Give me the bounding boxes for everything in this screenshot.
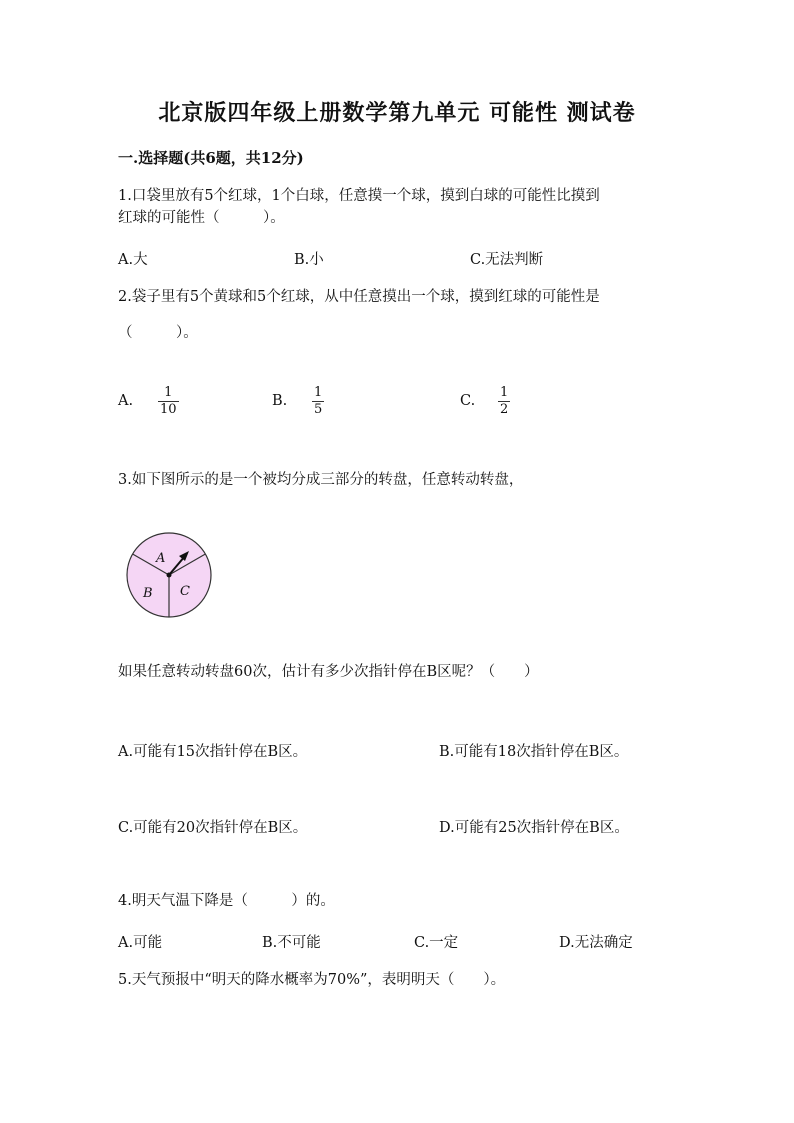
question-1-option-c: C.无法判断 — [470, 252, 544, 268]
fraction-denominator: 2 — [500, 402, 509, 417]
question-4-option-d: D.无法确定 — [559, 935, 633, 951]
question-3-option-c: C.可能有20次指针停在B区。 — [118, 820, 308, 836]
question-3-line-1: 3.如下图所示的是一个被均分成三部分的转盘，任意转动转盘， — [118, 472, 524, 488]
spinner-label-a: A — [156, 551, 166, 566]
spinner-center — [167, 573, 172, 578]
question-2-option-a-label: A. — [118, 393, 134, 409]
fraction-denominator: 5 — [314, 402, 323, 417]
question-2-line-1: 2.袋子里有5个黄球和5个红球，从中任意摸出一个球，摸到红球的可能性是 — [118, 289, 600, 305]
question-3-option-a: A.可能有15次指针停在B区。 — [118, 744, 308, 760]
question-3-option-b: B.可能有18次指针停在B区。 — [439, 744, 629, 760]
question-3-line-2: 如果任意转动转盘60次，估计有多少次指针停在B区呢？（ ） — [118, 664, 539, 680]
question-3-option-d: D.可能有25次指针停在B区。 — [439, 820, 629, 836]
fraction-denominator: 10 — [160, 402, 177, 417]
section-heading: 一.选择题(共6题，共12分) — [118, 149, 304, 167]
question-4-option-a: A.可能 — [118, 935, 163, 951]
question-2-option-a-fraction — [158, 386, 179, 417]
spinner-label-b: B — [143, 586, 153, 601]
fraction-numerator: 1 — [164, 385, 173, 400]
fraction-numerator: 1 — [314, 385, 323, 400]
question-4-line-1: 4.明天气温下降是（ ）的。 — [118, 893, 335, 909]
question-1-option-a: A.大 — [118, 252, 148, 268]
question-1-line-1: 1.口袋里放有5个红球，1个白球，任意摸一个球，摸到白球的可能性比摸到 — [118, 188, 600, 204]
question-5-line-1: 5.天气预报中“明天的降水概率为70%”，表明明天（ ）。 — [118, 972, 506, 988]
question-2-option-c-fraction — [498, 386, 510, 417]
question-2-line-2: （ ）。 — [118, 325, 198, 341]
question-4-option-b: B.不可能 — [262, 935, 321, 951]
question-4-option-c: C.一定 — [414, 935, 459, 951]
question-2-option-c-label: C. — [460, 393, 476, 409]
spinner-label-c: C — [180, 584, 190, 599]
question-1-option-b: B.小 — [294, 252, 324, 268]
fraction-numerator: 1 — [500, 385, 509, 400]
spinner-diagram — [122, 530, 216, 622]
question-2-option-b-fraction — [312, 386, 324, 417]
page-title: 北京版四年级上册数学第九单元 可能性 测试卷 — [158, 100, 636, 126]
question-1-line-2: 红球的可能性（ ）。 — [118, 210, 285, 226]
question-2-option-b-label: B. — [272, 393, 288, 409]
